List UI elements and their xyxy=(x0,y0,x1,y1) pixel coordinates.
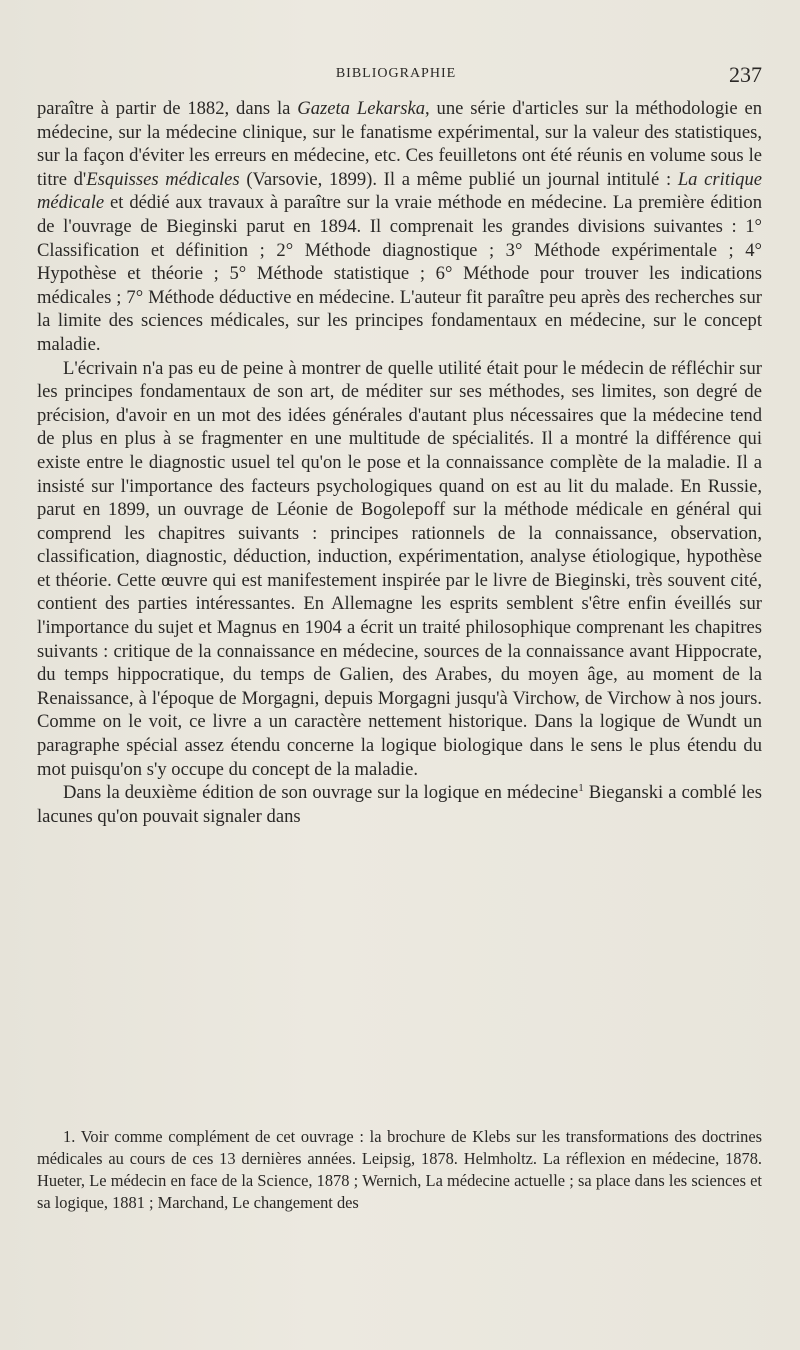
paragraph-1 xyxy=(37,97,762,357)
footnotes xyxy=(37,1126,762,1214)
paragraph-1-text-1: paraître à partir de 1882, dans la xyxy=(37,98,298,119)
journal-title-2: La critique médicale xyxy=(37,168,762,214)
paragraph-1-text-4: et dédié aux travaux à paraître sur la vraie méthode en médecine. La première édition de l'ouvrage de Bieginski parut en 1894. Il comprenait les grandes divisions suivantes : 1° Classification et définition ; 2° Méthode diagnostique ; 3° Méthode expérimentale ; 4° Hypothèse et théorie ; 5° Méthode statistique ; 6° Méthode pour trouver les indications médicales ; 7° Méthode déductive en médecine. L'auteur fit paraître peu après des recherches sur la limite des sciences médicales, sur les principes fondamentaux en médecine, sur le concept maladie. xyxy=(37,192,762,355)
book-title: Esquisses médicales xyxy=(86,168,240,190)
paragraph-1-text-3: (Varsovie, 1899). Il a même publié un journal intitulé : xyxy=(239,168,678,190)
main-text xyxy=(37,97,762,828)
paragraph-3 xyxy=(37,781,762,828)
page-number: 237 xyxy=(729,62,762,87)
footnote-reference[interactable]: 1 xyxy=(578,782,584,795)
paragraph-3-text-2: Bieganski a comblé les lacunes qu'on pouvait signaler dans xyxy=(37,782,762,827)
paragraph-2: L'écrivain n'a pas eu de peine à montrer de quelle utilité était pour le médecin de réfléchir sur les principes fondamentaux de son art, de méditer sur ses méthodes, ses limites, son degré de précision, d'avoir en un mot des idées générales d'autant plus nécessaires que la médecine tend de plus en plus à se fragmenter en une multitude de spécialités. Il a montré la différence qui existe entre le diagnostic usuel tel qu'on le pose et la connaissance complète de la maladie. Il a insisté sur l'importance des facteurs psychologiques quand on est au lit du malade. En Russie, parut en 1899, un ouvrage de Léonie de Bogolepoff sur la méthode médicale en général qui comprend les chapitres suivants : principes rationnels de la connaissance, observation, classification, diagnostic, déduction, induction, expérimentation, analyse étiologique, hypothèse et théorie. Cette œuvre qui est manifestement inspirée par le livre de Bieginski, très souvent cité, contient des parties intéressantes. En Allemagne les esprits semblent s'être enfin éveillés sur l'importance du sujet et Magnus en 1904 a écrit un traité philosophique comprenant les chapitres suivants : critique de la connaissance en médecine, sources de la connaissance avant Hippocrate, du temps hippocratique, du temps de Galien, des Arabes, du moyen âge, au moment de la Renaissance, à l'époque de Morgagni, depuis Morgagni jusqu'à Virchow, de Virchow à nos jours. Comme on le voit, ce livre a un caractère nettement historique. Dans la logique de Wundt un paragraphe spécial assez étendu concerne la logique biologique dans le sens le plus étendu du mot puisqu'on s'y occupe du concept de la maladie. xyxy=(37,357,762,780)
journal-title: Gazeta Lekarska xyxy=(297,98,426,119)
running-title: BIBLIOGRAPHIE xyxy=(335,66,457,81)
paragraph-3-text-1: Dans la deuxième édition de son ouvrage sur la logique en médecine xyxy=(63,782,579,804)
paragraph-1-text-2: , une série d'articles sur la méthodologie en médecine, sur la médecine clinique, sur le fanatisme expérimental, sur la valeur des statistiques, sur la façon d'éviter les erreurs en médecine, etc. Ces feuilletons ont été réunis en volume sous le titre d' xyxy=(37,98,762,190)
footnote-1: 1. Voir comme complément de cet ouvrage : la brochure de Klebs sur les transformations des doctrines médicales au cours de ces 13 dernières années. Leipsig, 1878. Helmholtz. La réflexion en médecine, 1878. Hueter, Le médecin en face de la Science, 1878 ; Wernich, La médecine actuelle ; sa place dans les sciences et sa logique, 1881 ; Marchand, Le changement des xyxy=(37,1127,762,1212)
running-header xyxy=(30,62,762,86)
